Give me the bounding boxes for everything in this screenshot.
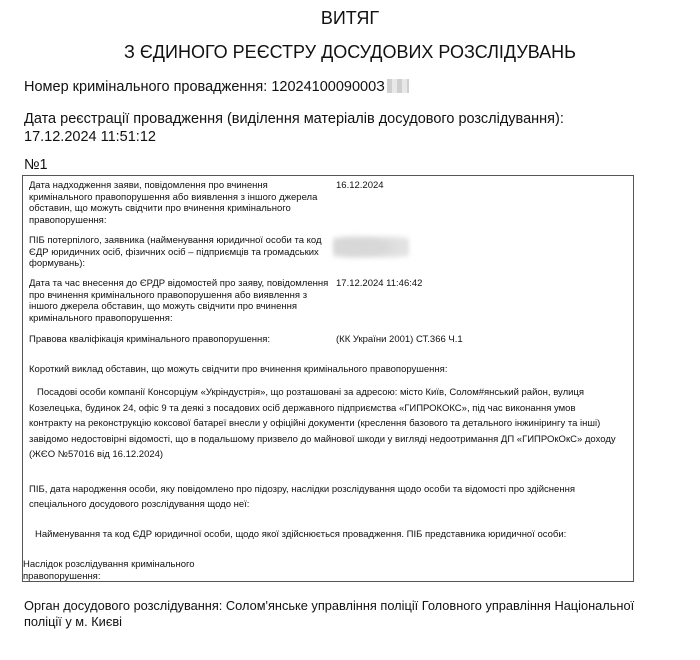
redacted-victim-name (333, 232, 409, 262)
registration-date: Дата реєстрації провадження (виділення матеріалів досудового розслідування): 17.12.2024 11:51:12 (24, 111, 564, 145)
qualification-label: Правова кваліфікація кримінального правопорушення: (29, 334, 271, 345)
case-number-line (24, 78, 409, 96)
suspect-label: ПІБ, дата народження особи, яку повідомлено про підозру, наслідки розслідування щодо особи та відомості про здійснення спеціального досудового розслідування щодо неї: (29, 484, 575, 510)
document-subtitle: З ЄДИНОГО РЕЄСТРУ ДОСУДОВИХ РОЗСЛІДУВАНЬ (124, 42, 576, 62)
investigation-result-label: Наслідок розслідування кримінального правопорушення: (23, 559, 195, 582)
erdr-date-label: Дата та час внесення до ЄРДР відомостей про заяву, повідомлення про вчинення кримінального правопорушення або виявлення з іншого джерела обставин, що можуть свідчити про вчинення кримінального правопорушення: (29, 278, 329, 324)
legal-entity-label: Найменування та код ЄДР юридичної особи, щодо якої здійснюється провадження. ПІБ представника юридичної особи: (35, 529, 567, 540)
investigation-organ: Орган досудового розслідування: Солом'янське управління поліції Головного управління Національної поліції у м. Києві (24, 598, 635, 629)
summary-label: Короткий виклад обставин, що можуть свідчити про вчинення кримінального правопорушення: (29, 364, 448, 375)
document-title: ВИТЯГ (320, 8, 380, 28)
summary-text: Посадові особи компанії Консорціум «Укріндустрія», що розташовані за адресою: місто Київ, Солом#янський район, вулиця Козелецька, будинок 24, офіс 9 та деякі з посадових осіб державного підприємства «ГИПРОКОКС», під час виконання умов контракту на реконструкцію коксової батареї внесли у офіційні документи (креслення базового та детального інжинірингу та інші) завідомо недостовірні відомості, що в подальшому призвело до майнової шкоди у вигляді недоотримання ДП «ГИПРОкОкС» доходу (ЖЄО №57016 від 16.12.2024) (29, 387, 616, 460)
redacted-mark (387, 79, 409, 93)
application-date-label: Дата надходження заяви, повідомлення про вчинення кримінального правопорушення або виявлення з іншого джерела обставин, що можуть свідчити про вчинення кримінального правопорушення: (29, 180, 318, 226)
record-number: №1 (24, 157, 48, 173)
victim-label: ПІБ потерпілого, заявника (найменування юридичної особи та код ЄДР юридичних осіб, фізичних осіб – підприємців та громадських формувань): (29, 235, 322, 269)
record-table (22, 175, 634, 582)
qualification-value: (КК України 2001) СТ.366 Ч.1 (336, 334, 463, 345)
case-number-label: Номер кримінального провадження: (24, 79, 268, 95)
application-date-value: 16.12.2024 (336, 180, 384, 191)
erdr-date-value: 17.12.2024 11:46:42 (336, 278, 423, 289)
case-number-value: 1202410009000З (271, 79, 385, 95)
